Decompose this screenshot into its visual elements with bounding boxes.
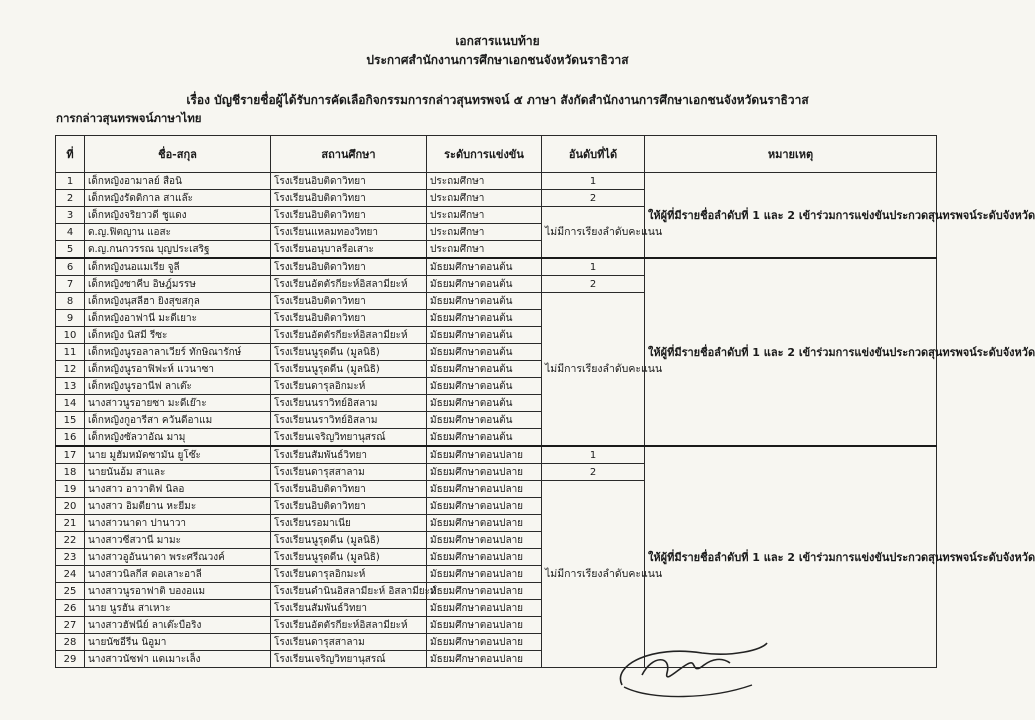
cell-rank: 2 xyxy=(542,276,645,293)
cell-level: มัธยมศึกษาตอนต้น xyxy=(427,293,542,310)
col-header-school: สถานศึกษา xyxy=(271,136,427,173)
cell-no: 24 xyxy=(56,566,85,583)
cell-school: โรงเรียนอิบติดาวิทยา xyxy=(271,310,427,327)
cell-school: โรงเรียนอัตตัรกียะห์อิสลามียะห์ xyxy=(271,617,427,634)
cell-no: 8 xyxy=(56,293,85,310)
cell-rank: 2 xyxy=(542,190,645,207)
cell-level: มัธยมศึกษาตอนปลาย xyxy=(427,617,542,634)
cell-name: นางสาวอูอันนาดา พระศรีณวงค์ xyxy=(85,549,271,566)
cell-level: มัธยมศึกษาตอนต้น xyxy=(427,310,542,327)
col-header-rank: อันดับที่ได้ xyxy=(542,136,645,173)
cell-name: เด็กหญิงรัดดิกาล สาแล๊ะ xyxy=(85,190,271,207)
cell-no: 27 xyxy=(56,617,85,634)
cell-no: 19 xyxy=(56,481,85,498)
col-header-note: หมายเหตุ xyxy=(645,136,937,173)
cell-no: 15 xyxy=(56,412,85,429)
cell-school: โรงเรียนนูรุดดีน (มูลนิธิ) xyxy=(271,549,427,566)
cell-school: โรงเรียนอิบติดาวิทยา xyxy=(271,481,427,498)
cell-name: เด็กหญิง นิสมี รีซะ xyxy=(85,327,271,344)
cell-level: ประถมศึกษา xyxy=(427,207,542,224)
cell-school: โรงเรียนเจริญวิทยานุสรณ์ xyxy=(271,651,427,668)
cell-school: โรงเรียนอัตตัรกียะห์อิสลามียะห์ xyxy=(271,276,427,293)
cell-name: นางสาว อาวาติฟ นิลอ xyxy=(85,481,271,498)
cell-no: 9 xyxy=(56,310,85,327)
cell-rank: 1 xyxy=(542,446,645,464)
cell-no: 14 xyxy=(56,395,85,412)
cell-name: เด็กหญิงนูรอานีฟ ลาเต๊ะ xyxy=(85,378,271,395)
cell-school: โรงเรียนนูรุดดีน (มูลนิธิ) xyxy=(271,532,427,549)
cell-no: 11 xyxy=(56,344,85,361)
cell-level: มัธยมศึกษาตอนปลาย xyxy=(427,583,542,600)
cell-no: 12 xyxy=(56,361,85,378)
cell-school: โรงเรียนเจริญวิทยานุสรณ์ xyxy=(271,429,427,447)
cell-note: ให้ผู้ที่มีรายชื่อลำดับที่ 1 และ 2 เข้าร่วมการแข่งขันประกวดสุนทรพจน์ระดับจังหวัด xyxy=(645,446,937,668)
cell-no: 28 xyxy=(56,634,85,651)
cell-level: มัธยมศึกษาตอนปลาย xyxy=(427,446,542,464)
cell-no: 29 xyxy=(56,651,85,668)
cell-no: 20 xyxy=(56,498,85,515)
cell-no: 22 xyxy=(56,532,85,549)
cell-level: ประถมศึกษา xyxy=(427,241,542,259)
table-row xyxy=(56,173,937,190)
doc-heading-subject: เรื่อง บัญชีรายชื่อผู้ได้รับการคัดเลือกิจกรรมการกล่าวสุนทรพจน์ ๕ ภาษา สังกัดสำนักงานการศึกษาเอกชนจังหวัดนราธิวาส xyxy=(186,93,809,107)
table-row xyxy=(56,258,937,276)
cell-level: มัธยมศึกษาตอนปลาย xyxy=(427,634,542,651)
cell-no: 10 xyxy=(56,327,85,344)
cell-school: โรงเรียนอิบติดาวิทยา xyxy=(271,173,427,190)
cell-level: มัธยมศึกษาตอนต้น xyxy=(427,378,542,395)
cell-level: มัธยมศึกษาตอนปลาย xyxy=(427,549,542,566)
cell-school: โรงเรียนดารุลอิกมะห์ xyxy=(271,566,427,583)
cell-school: โรงเรียนอิบติดาวิทยา xyxy=(271,498,427,515)
cell-no: 23 xyxy=(56,549,85,566)
cell-rank: 1 xyxy=(542,258,645,276)
cell-level: ประถมศึกษา xyxy=(427,224,542,241)
cell-name: นาย มูฮัมหมัดซามัน ยูโซ๊ะ xyxy=(85,446,271,464)
cell-school: โรงเรียนอนุบาลรือเสาะ xyxy=(271,241,427,259)
cell-school: โรงเรียนแหลมทองวิทยา xyxy=(271,224,427,241)
cell-name: นางสาวซีสวานี มามะ xyxy=(85,532,271,549)
cell-school: โรงเรียนอิบติดาวิทยา xyxy=(271,190,427,207)
results-table xyxy=(55,135,1035,668)
cell-level: มัธยมศึกษาตอนปลาย xyxy=(427,532,542,549)
col-header-name: ชื่อ-สกุล xyxy=(85,136,271,173)
cell-level: มัธยมศึกษาตอนปลาย xyxy=(427,600,542,617)
cell-level: มัธยมศึกษาตอนต้น xyxy=(427,258,542,276)
cell-level: มัธยมศึกษาตอนต้น xyxy=(427,395,542,412)
cell-note: ให้ผู้ที่มีรายชื่อลำดับที่ 1 และ 2 เข้าร่วมการแข่งขันประกวดสุนทรพจน์ระดับจังหวัด xyxy=(645,173,937,259)
cell-no: 25 xyxy=(56,583,85,600)
cell-school: โรงเรียนดำนินอิสลามียะห์ อิสลามียะห์ xyxy=(271,583,427,600)
cell-name: นางสาวนัซฟา แดเมาะเล็ง xyxy=(85,651,271,668)
cell-school: โรงเรียนนูรุดดีน (มูลนิธิ) xyxy=(271,361,427,378)
cell-rank-unranked: ไม่มีการเรียงลำดับคะแนน xyxy=(542,207,645,259)
cell-level: มัธยมศึกษาตอนปลาย xyxy=(427,481,542,498)
cell-name: นาย นูรฮัน สาเหาะ xyxy=(85,600,271,617)
cell-school: โรงเรียนดารุสสาลาม xyxy=(271,634,427,651)
cell-level: มัธยมศึกษาตอนปลาย xyxy=(427,498,542,515)
cell-level: มัธยมศึกษาตอนต้น xyxy=(427,276,542,293)
cell-name: นางสาวนูรอาฟาติ บองอแม xyxy=(85,583,271,600)
doc-heading-announcement: ประกาศสำนักงานการศึกษาเอกชนจังหวัดนราธิวาส xyxy=(366,53,629,67)
cell-no: 26 xyxy=(56,600,85,617)
table-header-row xyxy=(56,136,937,173)
cell-school: โรงเรียนดารุลอิกมะห์ xyxy=(271,378,427,395)
cell-school: โรงเรียนดารุสสาลาม xyxy=(271,464,427,481)
cell-no: 16 xyxy=(56,429,85,447)
cell-name: เด็กหญิงนอแมเรีย จูลี xyxy=(85,258,271,276)
cell-school: โรงเรียนอิบติดาวิทยา xyxy=(271,207,427,224)
col-header-level: ระดับการแข่งขัน xyxy=(427,136,542,173)
cell-no: 6 xyxy=(56,258,85,276)
cell-name: นางสาวฮัฟนีย์ ลาเต๊ะบือริง xyxy=(85,617,271,634)
doc-heading-attachment: เอกสารแนบท้าย xyxy=(455,34,540,48)
cell-rank-unranked: ไม่มีการเรียงลำดับคะแนน xyxy=(542,293,645,447)
cell-level: มัธยมศึกษาตอนปลาย xyxy=(427,515,542,532)
cell-rank: 2 xyxy=(542,464,645,481)
cell-no: 3 xyxy=(56,207,85,224)
table-body xyxy=(56,173,1035,668)
cell-level: ประถมศึกษา xyxy=(427,173,542,190)
cell-level: มัธยมศึกษาตอนปลาย xyxy=(427,566,542,583)
cell-name: เด็กหญิงกูอารีสา ควันดีอาแม xyxy=(85,412,271,429)
cell-name: นางสาวนาดา ปานาวา xyxy=(85,515,271,532)
cell-note: ให้ผู้ที่มีรายชื่อลำดับที่ 1 และ 2 เข้าร่วมการแข่งขันประกวดสุนทรพจน์ระดับจังหวัด xyxy=(645,258,937,446)
cell-name: เด็กหญิงนุสลีฮา ยิงสุขสกุล xyxy=(85,293,271,310)
cell-name: เด็กหญิงอาฟานี มะดีเยาะ xyxy=(85,310,271,327)
cell-level: มัธยมศึกษาตอนปลาย xyxy=(427,464,542,481)
signature-icon xyxy=(612,635,772,705)
cell-school: โรงเรียนสัมพันธ์วิทยา xyxy=(271,446,427,464)
cell-level: ประถมศึกษา xyxy=(427,190,542,207)
table-row xyxy=(56,446,937,464)
cell-level: มัธยมศึกษาตอนต้น xyxy=(427,327,542,344)
cell-name: นางสาว อิมตียาน หะยีมะ xyxy=(85,498,271,515)
cell-name: นางสาวนูรอายซา มะดีเย๊าะ xyxy=(85,395,271,412)
cell-name: เด็กหญิงนูรอลาลาเวียร์ ทักษิณารักษ์ xyxy=(85,344,271,361)
cell-school: โรงเรียนนูรุดดีน (มูลนิธิ) xyxy=(271,344,427,361)
cell-name: นายนันอ้ม สาและ xyxy=(85,464,271,481)
cell-no: 7 xyxy=(56,276,85,293)
cell-level: มัธยมศึกษาตอนต้น xyxy=(427,344,542,361)
cell-no: 18 xyxy=(56,464,85,481)
cell-name: นายนัซอีรีน นิอูมา xyxy=(85,634,271,651)
col-header-no: ที่ xyxy=(56,136,85,173)
cell-name: เด็กหญิงอามาลย์ สือนิ xyxy=(85,173,271,190)
cell-no: 13 xyxy=(56,378,85,395)
cell-name: เด็กหญิงซาคีบ อิษฎ์มรรษ xyxy=(85,276,271,293)
cell-name: ด.ญ.กนกวรรณ บุญประเสริฐ xyxy=(85,241,271,259)
cell-no: 1 xyxy=(56,173,85,190)
cell-name: ด.ญ.ฟิตญาน แอสะ xyxy=(85,224,271,241)
cell-no: 5 xyxy=(56,241,85,259)
cell-no: 21 xyxy=(56,515,85,532)
cell-school: โรงเรียนอิบติดาวิทยา xyxy=(271,293,427,310)
cell-no: 4 xyxy=(56,224,85,241)
cell-rank: 1 xyxy=(542,173,645,190)
cell-school: โรงเรียนรอมาเนีย xyxy=(271,515,427,532)
cell-rank-unranked: ไม่มีการเรียงลำดับคะแนน xyxy=(542,481,645,668)
cell-name: เด็กหญิงจริยาวดี ชูแดง xyxy=(85,207,271,224)
cell-school: โรงเรียนนราวิทย์อิสลาม xyxy=(271,412,427,429)
cell-school: โรงเรียนอัตตัรกียะห์อิสลามียะห์ xyxy=(271,327,427,344)
cell-level: มัธยมศึกษาตอนต้น xyxy=(427,412,542,429)
cell-level: มัธยมศึกษาตอนปลาย xyxy=(427,651,542,668)
cell-no: 17 xyxy=(56,446,85,464)
cell-school: โรงเรียนนราวิทย์อิสลาม xyxy=(271,395,427,412)
section-title: การกล่าวสุนทรพจน์ภาษาไทย xyxy=(56,111,202,125)
cell-level: มัธยมศึกษาตอนต้น xyxy=(427,429,542,447)
cell-name: นางสาวนิลกีส ดอเลาะอาลี xyxy=(85,566,271,583)
cell-name: เด็กหญิงซัลวาอัณ มามุ xyxy=(85,429,271,447)
cell-school: โรงเรียนสัมพันธ์วิทยา xyxy=(271,600,427,617)
cell-name: เด็กหญิงนูรอาฟิฟะห์ แวนาซา xyxy=(85,361,271,378)
cell-level: มัธยมศึกษาตอนต้น xyxy=(427,361,542,378)
cell-school: โรงเรียนอิบติดาวิทยา xyxy=(271,258,427,276)
cell-no: 2 xyxy=(56,190,85,207)
